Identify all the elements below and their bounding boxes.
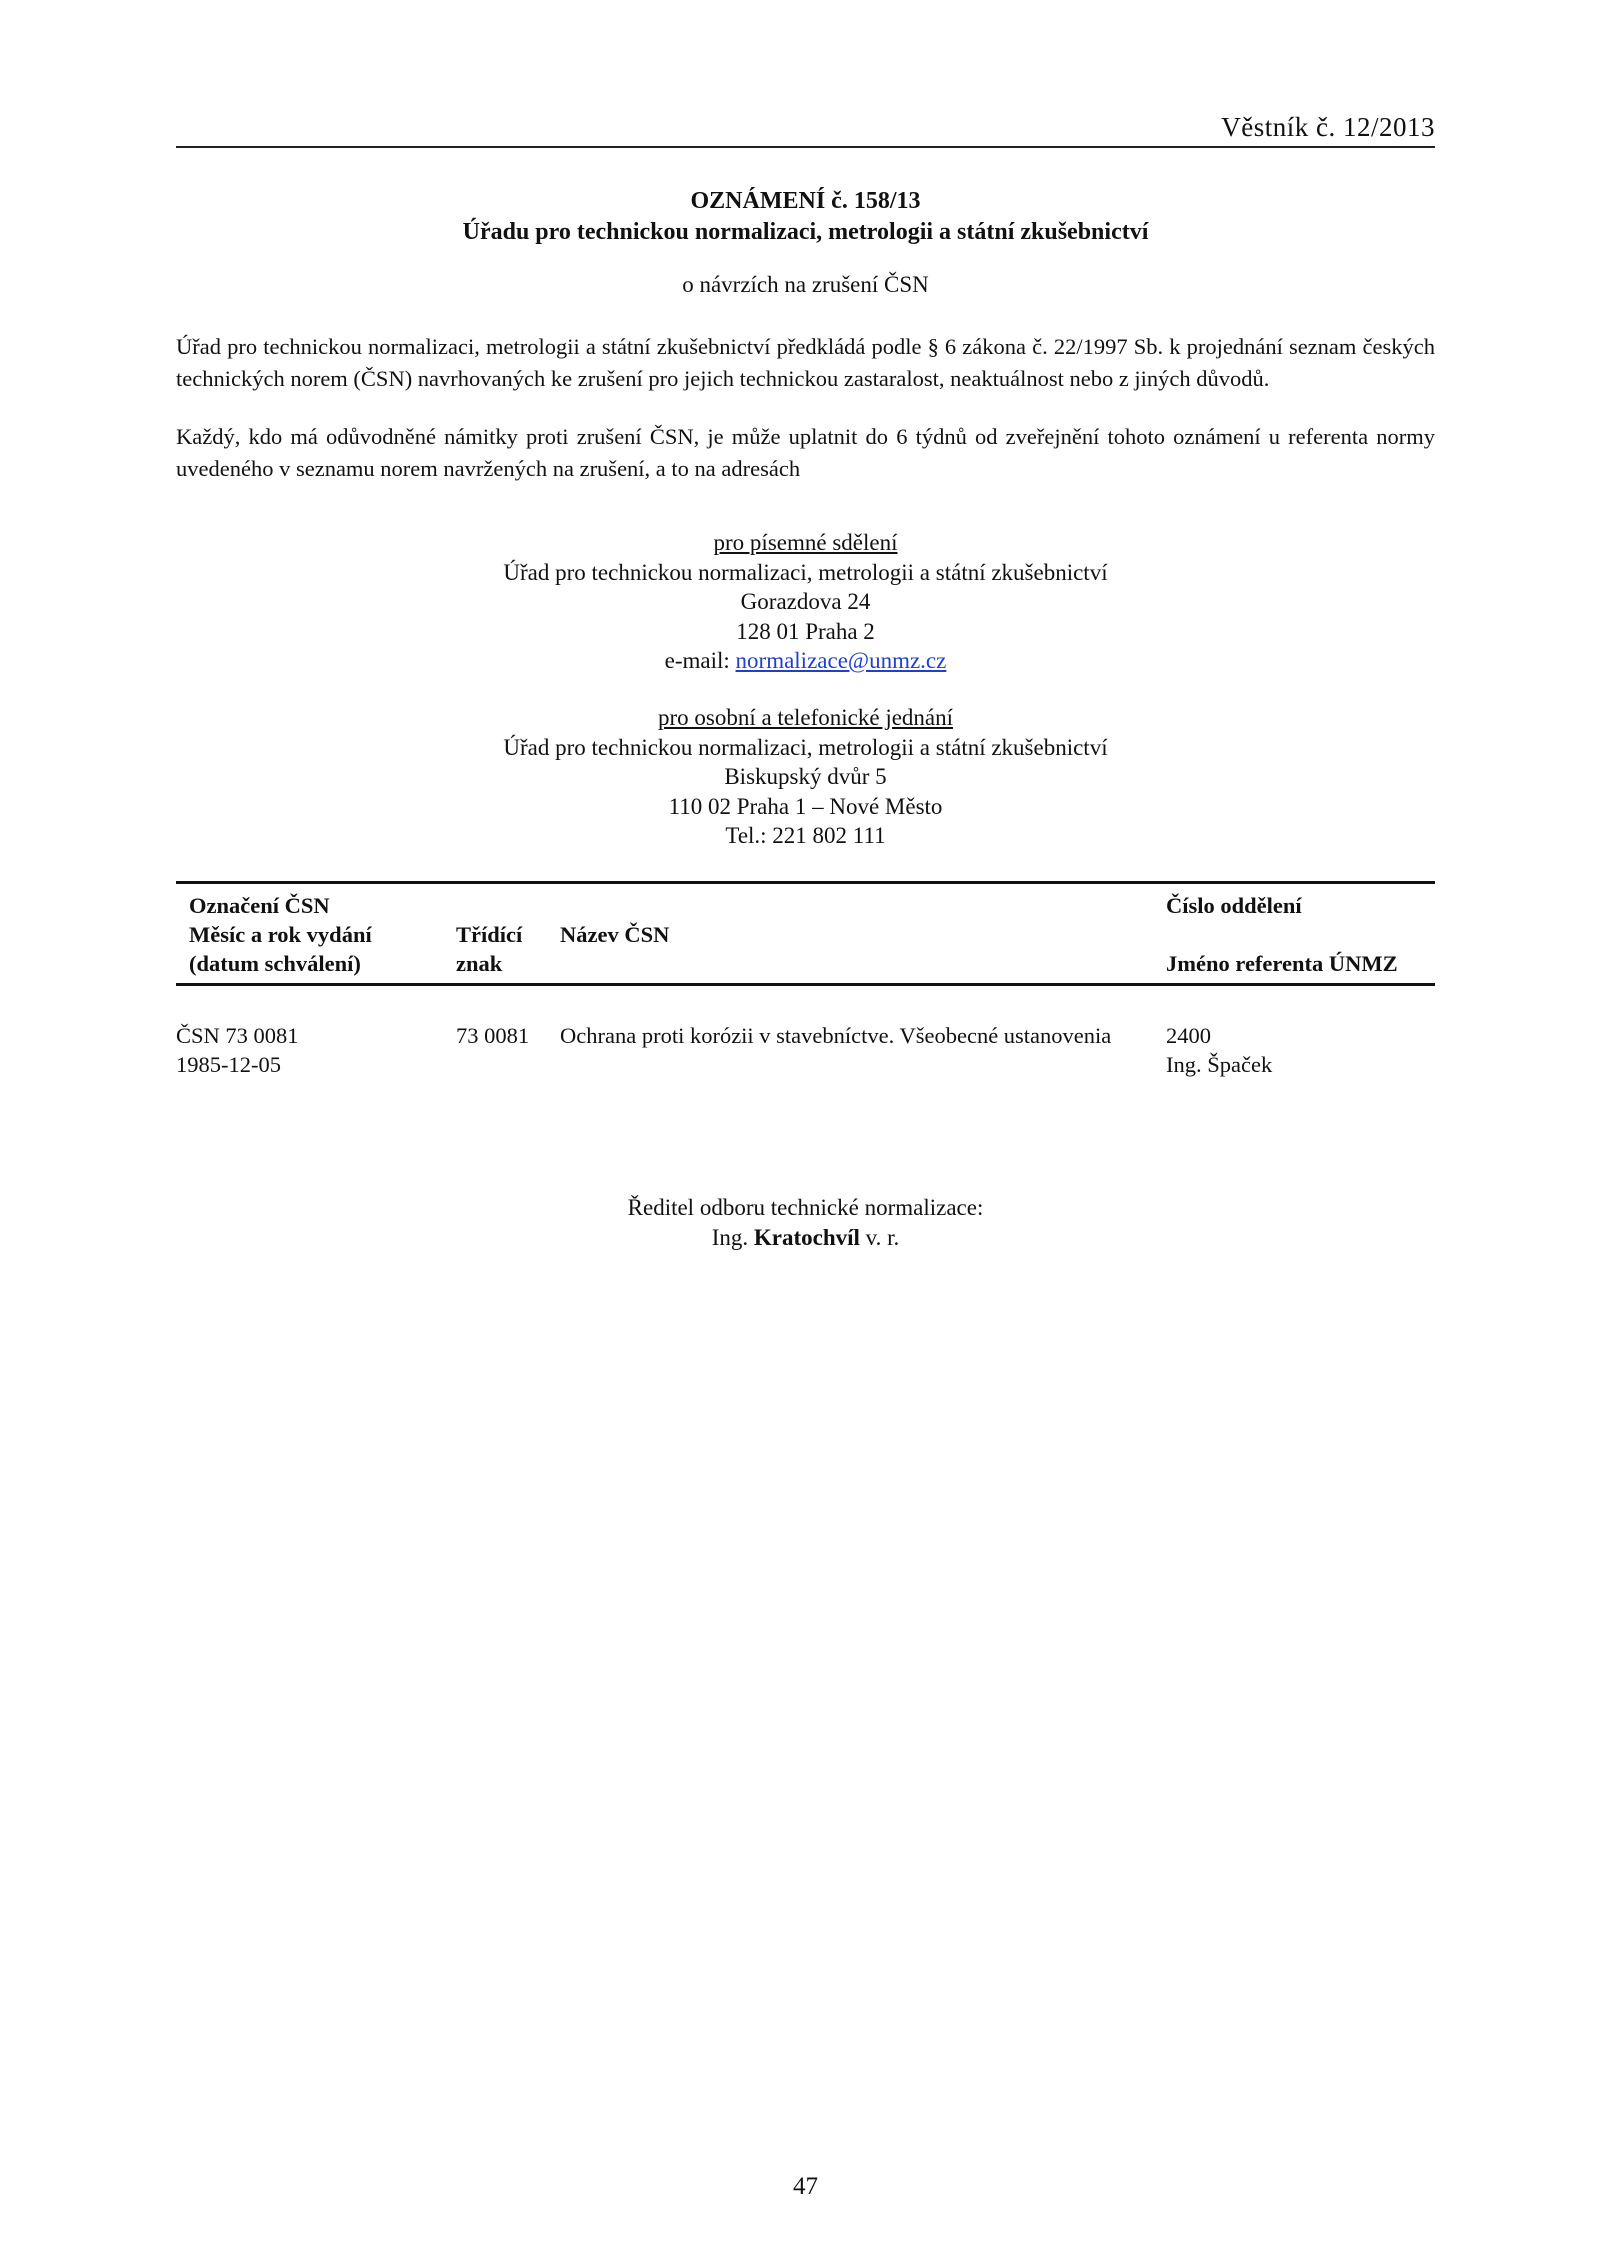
cell-sort-code: 73 0081	[456, 1023, 530, 1048]
email-link[interactable]: normalizace@unmz.cz	[735, 648, 947, 673]
th-referent: Jméno referenta ÚNMZ	[1166, 951, 1398, 976]
th-department: Číslo oddělení	[1166, 893, 1302, 918]
signature-name-line	[176, 1223, 1435, 1253]
header-rule	[176, 146, 1435, 148]
th-issue-date: Měsíc a rok vydání	[189, 922, 372, 947]
cell-name: Ochrana proti korózii v stavebníctve. Všeobecné ustanovenia	[560, 1023, 1112, 1048]
announcement-heading	[176, 186, 1435, 248]
announcement-number: OZNÁMENÍ č. 158/13	[690, 188, 921, 214]
personal-contact-heading: pro osobní a telefonické jednání	[657, 705, 954, 730]
page-number: 47	[793, 2173, 818, 2200]
personal-contact-block	[176, 703, 1435, 851]
signature-suffix: v. r.	[859, 1225, 900, 1250]
written-contact-heading: pro písemné sdělení	[713, 530, 898, 555]
th-designation: Označení ČSN	[189, 893, 330, 918]
signature-block	[176, 1193, 1435, 1253]
signature-title: Ing.	[711, 1225, 754, 1250]
cell-designation: ČSN 73 0081	[176, 1023, 299, 1048]
written-contact-block	[176, 528, 1435, 676]
personal-contact-office: Úřad pro technickou normalizaci, metrologii a státní zkušebnictví	[503, 734, 1108, 760]
table-header-rule	[176, 983, 1435, 986]
th-name: Název ČSN	[560, 922, 670, 947]
cell-referent: Ing. Špaček	[1166, 1052, 1273, 1077]
personal-contact-city: 110 02 Praha 1 – Nové Město	[668, 793, 943, 819]
written-contact-city: 128 01 Praha 2	[736, 618, 875, 644]
personal-contact-phone: Tel.: 221 802 111	[725, 823, 886, 848]
written-contact-email-line	[176, 646, 1435, 676]
cell-department: 2400	[1166, 1023, 1211, 1048]
th-approval-date: (datum schválení)	[189, 951, 361, 976]
objection-paragraph: Každý, kdo má odůvodněné námitky proti zrušení ČSN, je může uplatnit do 6 týdnů od zveřejnění tohoto oznámení u referenta normy uvedeného v seznamu norem navržených na zrušení, a to na adresách	[176, 424, 1435, 481]
th-sort-code-2: znak	[456, 951, 503, 976]
th-sort-code-1: Třídící	[456, 922, 523, 947]
signature-name: Kratochvíl	[753, 1225, 860, 1250]
written-contact-office: Úřad pro technickou normalizaci, metrologii a státní zkušebnictví	[503, 559, 1108, 585]
cell-date: 1985-12-05	[176, 1052, 281, 1077]
intro-paragraph: Úřad pro technickou normalizaci, metrologii a státní zkušebnictví předkládá podle § 6 zákona č. 22/1997 Sb. k projednání seznam českých technických norem (ČSN) navrhovaných ke zrušení pro jejich technickou zastaralost, neaktuálnost nebo z jiných důvodů.	[176, 334, 1435, 391]
announcement-issuer: Úřadu pro technickou normalizaci, metrologii a státní zkušebnictví	[462, 219, 1149, 245]
personal-contact-street: Biskupský dvůr 5	[724, 764, 887, 789]
email-label: e-mail:	[664, 648, 736, 673]
bulletin-title: Věstník č. 12/2013	[1221, 112, 1435, 142]
written-contact-street: Gorazdova 24	[740, 589, 871, 614]
announcement-subject: o návrzích na zrušení ČSN	[682, 272, 929, 297]
signature-role: Ředitel odboru technické normalizace:	[627, 1195, 984, 1220]
table-top-rule	[176, 881, 1435, 884]
